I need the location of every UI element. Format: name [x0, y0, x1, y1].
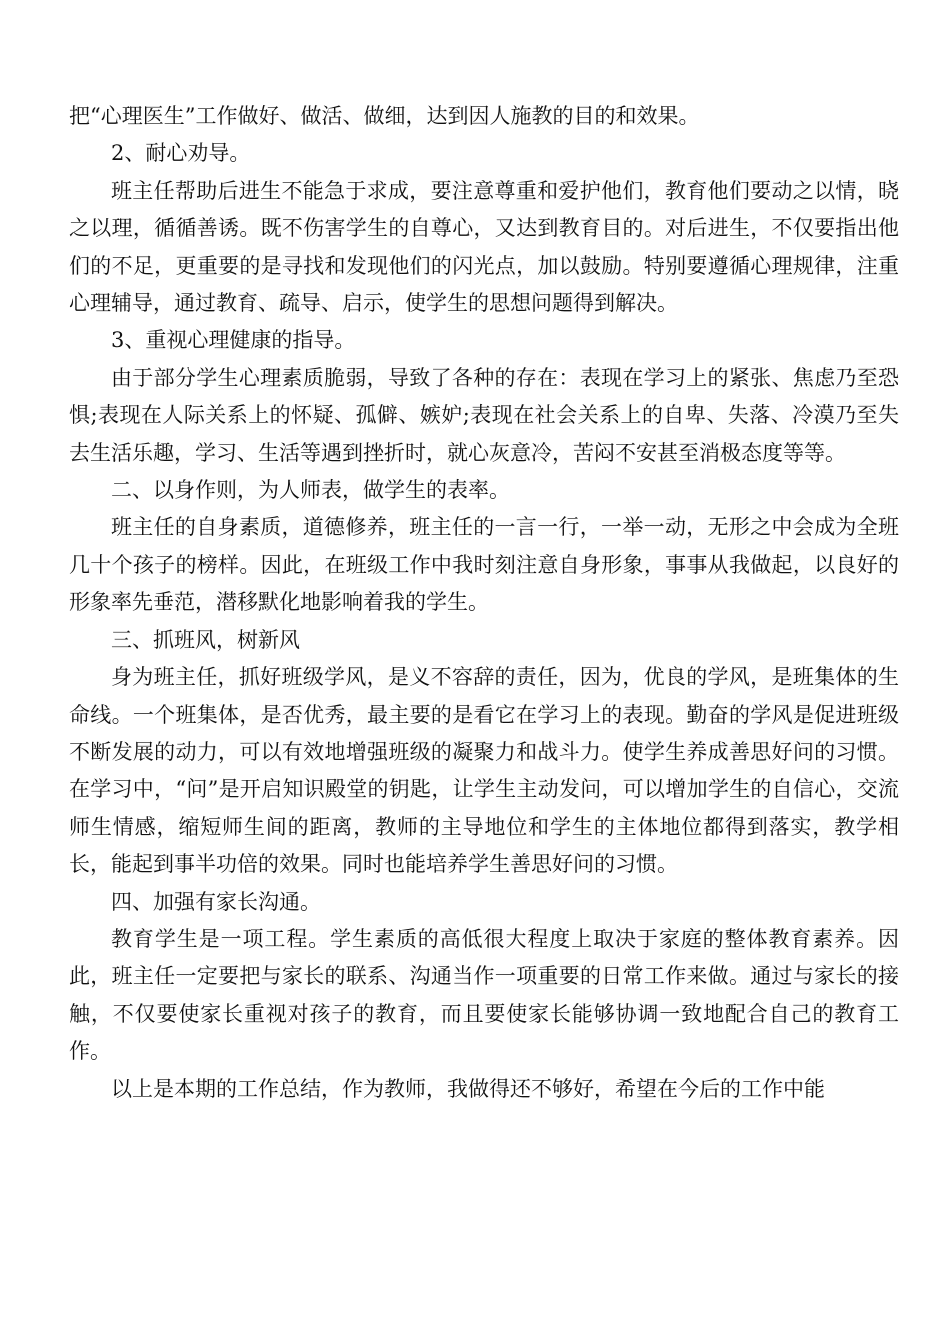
paragraph: 班主任帮助后进生不能急于求成，要注意尊重和爱护他们，教育他们要动之以情，晓之以理，循循善诱。既不伤害学生的自尊心，又达到教育目的。对后进生，不仅要指出他们的不足，更重要的是寻找和发现他们的闪光点，加以鼓励。特别要遵循心理规律，注重心理辅导，通过教育、疏导、启示，使学生的思想问题得到解决。: [69, 178, 899, 316]
paragraph: 由于部分学生心理素质脆弱，导致了各种的存在：表现在学习上的紧张、焦虑乃至恐惧;表现在人际关系上的怀疑、孤僻、嫉妒;表现在社会关系上的自卑、失落、冷漠乃至失去生活乐趣，学习、生活等遇到挫折时，就心灰意冷，苦闷不安甚至消极态度等等。: [69, 365, 899, 465]
subheading-mental-health: 3、重视心理健康的指导。: [111, 328, 356, 353]
paragraph-conclusion: 以上是本期的工作总结，作为教师，我做得还不够好，希望在今后的工作中能: [111, 1076, 825, 1101]
subheading-patient-guidance: 2、耐心劝导。: [111, 141, 251, 166]
paragraph: 身为班主任，抓好班级学风，是义不容辞的责任，因为，优良的学风，是班集体的生命线。一个班集体，是否优秀，最主要的是看它在学习上的表现。勤奋的学风是促进班级不断发展的动力，可以有效地增强班级的凝聚力和战斗力。使学生养成善思好问的习惯。在学习中，“问”是开启知识殿堂的钥匙，让学生主动发问，可以增加学生的自信心，交流师生情感，缩短师生间的距离，教师的主导地位和学生的主体地位都得到落实，教学相长，能起到事半功倍的效果。同时也能培养学生善思好问的习惯。: [69, 665, 899, 877]
section-heading-2: 二、以身作则，为人师表，做学生的表率。: [111, 478, 510, 503]
paragraph-continuation: 把“心理医生”工作做好、做活、做细，达到因人施教的目的和效果。: [69, 104, 700, 128]
section-heading-4: 四、加强有家长沟通。: [111, 889, 321, 914]
paragraph: 教育学生是一项工程。学生素质的高低很大程度上取决于家庭的整体教育素养。因此，班主任一定要把与家长的联系、沟通当作一项重要的日常工作来做。通过与家长的接触，不仅要使家长重视对孩子的教育，而且要使家长能够协调一致地配合自己的教育工作。: [69, 926, 899, 1064]
section-heading-3: 三、抓班风，树新风: [111, 627, 300, 652]
paragraph: 班主任的自身素质，道德修养，班主任的一言一行，一举一动，无形之中会成为全班几十个孩子的榜样。因此，在班级工作中我时刻注意自身形象，事事从我做起，以良好的形象率先垂范，潜移默化地影响着我的学生。: [69, 515, 899, 615]
document-body: [69, 98, 899, 1108]
